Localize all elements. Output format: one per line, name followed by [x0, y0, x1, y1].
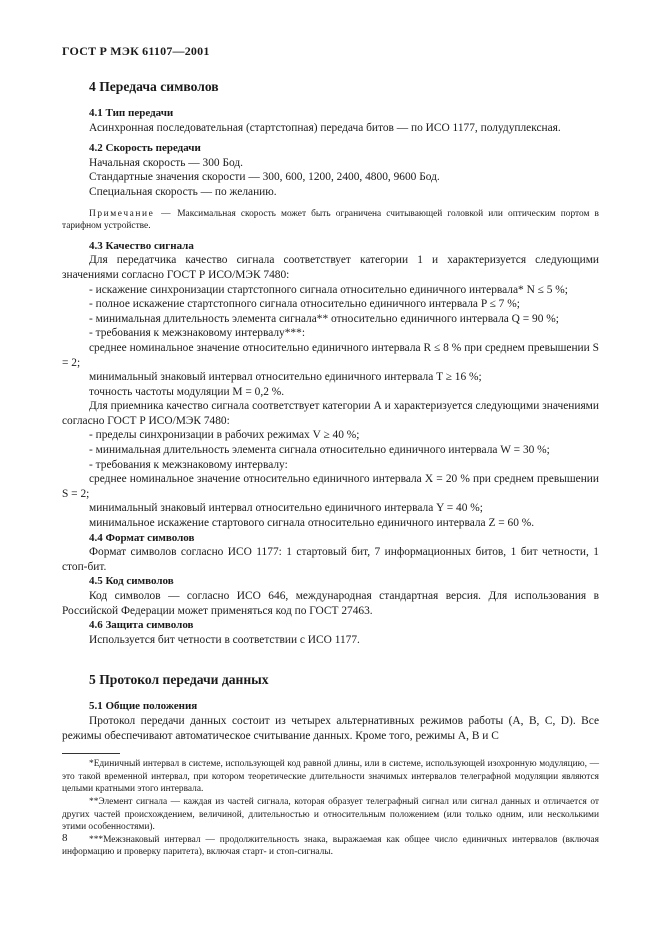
section-4-3-line: - полное искажение стартстопного сигнала относительно единичного интервала P ≤ 7 %;	[89, 298, 520, 311]
section-4-2-line-1: Начальная скорость — 300 Бод.	[89, 156, 244, 169]
section-4-3-line: минимальный знаковый интервал относительно единичного интервала Y = 40 %;	[89, 502, 483, 515]
section-4-title: 4 Передача символов	[89, 79, 219, 94]
section-4-6-text: Используется бит четности в соответствии с ИСО 1177.	[89, 633, 360, 646]
document-header: ГОСТ Р МЭК 61107—2001	[62, 44, 210, 58]
section-4-3-line: - минимальная длительность элемента сигнала** относительно единичного интервала Q = 90 %;	[89, 312, 559, 325]
section-4-3-line: среднее номинальное значение относительно единичного интервала R ≤ 8 % при среднем превышении S = 2;	[62, 341, 599, 369]
section-4-3-line: - искажение синхронизации стартстопного сигнала относительно единичного интервала* N ≤ 5 %;	[89, 283, 568, 296]
section-4-3-line: точность частоты модуляции M = 0,2 %.	[89, 385, 285, 398]
section-4-3-line: Для передатчика качество сигнала соответствует категории 1 и характеризуется следующими значениями согласно ГОСТ Р ИСО/МЭК 7480:	[62, 254, 599, 281]
section-4-4-text: Формат символов согласно ИСО 1177: 1 стартовый бит, 7 информационных битов, 1 бит четности, 1 стоп-бит.	[62, 546, 599, 573]
section-4-2-line-3: Специальная скорость — по желанию.	[89, 185, 277, 198]
section-4-2-line-2: Стандартные значения скорости — 300, 600, 1200, 2400, 4800, 9600 Бод.	[89, 171, 440, 184]
section-4-1-text: Асинхронная последовательная (стартстопная) передача битов — по ИСО 1177, полудуплексная.	[89, 121, 561, 134]
section-4-3-line: - минимальная длительность элемента сигнала относительно единичного интервала W = 30 %;	[89, 444, 550, 457]
note-4-2	[62, 208, 599, 233]
footnote-1: *Единичный интервал в системе, использующей код равной длины, или в системе, использующей изохронную модуляцию, — это такой временной интервал, при котором теоретические длительности значимых интервалов телеграфной модуляции являются целыми кратными этого интервала.	[62, 759, 599, 795]
note-label: Примечание —	[89, 208, 173, 219]
footnote-2: **Элемент сигнала — каждая из частей сигнала, которая образует телеграфный сигнал или сигнал данных и отличается от других частей происхождением, величиной, длительностью и относительным положением (или только одним, или несколькими этими особенностями).	[62, 796, 599, 833]
section-4-3-title: 4.3 Качество сигнала	[89, 239, 194, 252]
section-4-2-title: 4.2 Скорость передачи	[89, 142, 201, 155]
section-4-3-line: минимальный знаковый интервал относительно единичного интервала T ≥ 16 %;	[89, 371, 482, 384]
section-4-3-line: - пределы синхронизации в рабочих режимах V ≥ 40 %;	[89, 429, 360, 442]
section-4-3-line: Для приемника качество сигнала соответствует категории А и характеризуется следующими значениями согласно ГОСТ Р ИСО/МЭК 7480:	[62, 400, 599, 427]
section-5-1-title: 5.1 Общие положения	[89, 700, 198, 713]
section-4-5-text: Код символов — согласно ИСО 646, международная стандартная версия. Для использования в Российской Федерации может применяться код по ГОСТ 27463.	[62, 590, 599, 617]
section-5-1-text: Протокол передачи данных состоит из четырех альтернативных режимов работы (А, В, С, D). Все режимы обеспечивают автоматическое считывание данных. Кроме того, режимы А, В и С	[62, 714, 599, 742]
section-4-1-title: 4.1 Тип передачи	[89, 107, 174, 119]
section-5-title: 5 Протокол передачи данных	[89, 672, 269, 688]
document-body	[62, 78, 599, 859]
page-number: 8	[62, 832, 68, 844]
section-4-3-line: - требования к межзнаковому интервалу:	[89, 458, 288, 471]
section-4-3-line: минимальное искажение стартового сигнала относительно единичного интервала Z = 60 %.	[89, 517, 535, 530]
section-4-5-title: 4.5 Код символов	[89, 575, 174, 588]
section-4-6-title: 4.6 Защита символов	[89, 619, 194, 632]
note-text: Максимальная скорость может быть ограничена считывающей головкой или оптическим портом в тарифном устройстве.	[62, 208, 599, 232]
footnote-3: ***Межзнаковый интервал — продолжительность знака, выражаемая как общее число единичных интервалов (включая информацию и проверку паритета), включая старт- и стоп-сигналы.	[62, 834, 599, 858]
footnote-rule	[62, 753, 120, 754]
section-4-3-line: среднее номинальное значение относительно единичного интервала X = 20 % при среднем превышении S = 2;	[62, 473, 599, 500]
section-4-4-title: 4.4 Формат символов	[89, 531, 195, 544]
section-4-3-line: - требования к межзнаковому интервалу***:	[89, 327, 305, 340]
